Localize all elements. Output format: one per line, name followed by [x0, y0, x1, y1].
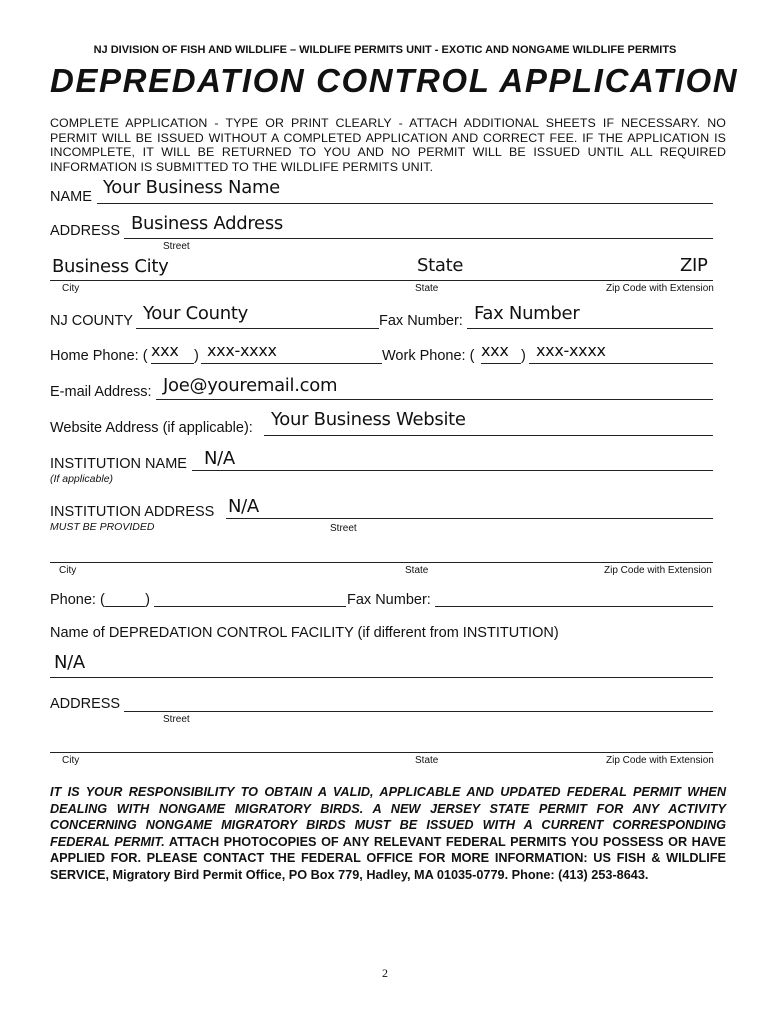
instructions-paragraph: COMPLETE APPLICATION - TYPE OR PRINT CLEARLY - ATTACH ADDITIONAL SHEETS IF NECESSARY. NO PERMIT WILL BE ISSUED WITHOUT A COMPLETED APPLICATION AND CORRECT FEE. IF THE APPLICATION IS INCOMPLETE, IT WILL BE RETURNED TO YOU AND NO PERMIT WILL BE ISSUED UNTIL ALL REQUIRED INFORMATION IS SUBMITTED TO THE WILDLIFE PERMITS UNIT.: [50, 116, 726, 174]
notice-plain-text: ATTACH PHOTOCOPIES OF ANY RELEVANT FEDERAL PERMITS YOU POSSESS OR HAVE APPLIED FOR. PLEASE CONTACT THE FEDERAL OFFICE FOR MORE INFORMATION: US FISH & WILDLIFE SERVICE, Migratory Bird Permit Office, PO Box 779, Hadley, MA 01035-0779. Phone: (413) 253-8643.: [50, 834, 726, 882]
federal-permit-notice: [50, 784, 726, 884]
website-label: Website Address (if applicable):: [50, 420, 253, 436]
email-field[interactable]: [156, 399, 713, 400]
institution-fax-label: Fax Number:: [347, 592, 431, 608]
institution-street-caption: Street: [330, 523, 357, 534]
website-value: Your Business Website: [271, 409, 466, 430]
email-label: E-mail Address:: [50, 384, 152, 400]
work-phone-value: xxx-xxxx: [536, 341, 606, 360]
city-caption: City: [62, 283, 80, 294]
website-field[interactable]: [264, 435, 713, 436]
work-close-paren: ): [521, 348, 526, 364]
notice-italic-text: IT IS YOUR RESPONSIBILITY TO OBTAIN A VALID, APPLICABLE AND UPDATED FEDERAL PERMIT WHEN DEALING WITH NONGAME MIGRATORY BIRDS. A NEW JERSEY STATE PERMIT FOR ANY ACTIVITY CONCERNING NONGAME MIGRATORY BIRDS MUST BE ISSUED WITH A CURRENT CORRESPONDING FEDERAL PERMIT.: [50, 785, 726, 849]
institution-name-value: N/A: [204, 448, 235, 469]
county-value: Your County: [143, 303, 248, 324]
home-phone-value: xxx-xxxx: [207, 341, 277, 360]
institution-city-caption: City: [59, 565, 77, 576]
facility-name-field[interactable]: [50, 677, 713, 678]
address-label: ADDRESS: [50, 223, 121, 239]
address-value: Business Address: [131, 213, 283, 234]
street-caption: Street: [163, 241, 190, 252]
institution-fax-field[interactable]: [435, 606, 713, 607]
home-area-code-value: xxx: [151, 341, 179, 360]
institution-phone-field[interactable]: [154, 606, 346, 607]
facility-name-value: N/A: [54, 652, 85, 673]
institution-zip-caption: Zip Code with Extension: [604, 565, 712, 576]
city-value: Business City: [52, 256, 169, 277]
name-value: Your Business Name: [103, 177, 280, 198]
home-phone-label: Home Phone: (: [50, 348, 148, 364]
address-field[interactable]: [124, 238, 713, 239]
facility-state-caption: State: [415, 755, 439, 766]
institution-phone-label: Phone: (_____): [50, 592, 150, 608]
must-be-provided-caption: MUST BE PROVIDED: [50, 521, 155, 533]
facility-address-label: ADDRESS: [50, 696, 121, 712]
zip-value: ZIP: [680, 255, 708, 276]
county-label: NJ COUNTY: [50, 313, 133, 329]
facility-city-state-zip-field[interactable]: [50, 752, 713, 753]
page-number: 2: [382, 966, 388, 980]
city-state-zip-field[interactable]: [50, 280, 713, 281]
institution-address-value: N/A: [228, 496, 259, 517]
institution-address-field[interactable]: [226, 518, 713, 519]
facility-name-label: Name of DEPREDATION CONTROL FACILITY (if different from INSTITUTION): [50, 625, 559, 641]
work-area-code-field[interactable]: [481, 363, 521, 364]
facility-zip-caption: Zip Code with Extension: [606, 755, 714, 766]
name-label: NAME: [50, 189, 92, 205]
institution-state-caption: State: [405, 565, 429, 576]
home-close-paren: ): [194, 348, 199, 364]
facility-street-caption: Street: [163, 714, 190, 725]
state-value: State: [417, 255, 464, 276]
email-value: Joe@youremail.com: [163, 375, 338, 396]
institution-address-label: INSTITUTION ADDRESS: [50, 504, 215, 520]
fax-label: Fax Number:: [379, 313, 463, 329]
home-area-code-field[interactable]: [151, 363, 194, 364]
page-title: DEPREDATION CONTROL APPLICATION: [50, 62, 739, 99]
institution-name-label: INSTITUTION NAME: [50, 456, 187, 472]
institution-city-state-zip-field[interactable]: [50, 562, 713, 563]
work-phone-field[interactable]: [529, 363, 713, 364]
county-field[interactable]: [136, 328, 379, 329]
agency-header: NJ DIVISION OF FISH AND WILDLIFE – WILDLIFE PERMITS UNIT - EXOTIC AND NONGAME WILDLIFE PERMITS: [93, 44, 677, 56]
zip-caption: Zip Code with Extension: [606, 283, 714, 294]
work-phone-label: Work Phone: (: [382, 348, 475, 364]
work-area-code-value: xxx: [481, 341, 509, 360]
fax-value: Fax Number: [474, 303, 580, 324]
state-caption: State: [415, 283, 439, 294]
institution-name-field[interactable]: [192, 470, 713, 471]
fax-field[interactable]: [467, 328, 713, 329]
home-phone-field[interactable]: [201, 363, 382, 364]
facility-city-caption: City: [62, 755, 80, 766]
if-applicable-caption: (If applicable): [50, 473, 114, 485]
facility-address-field[interactable]: [124, 711, 713, 712]
name-field[interactable]: [97, 203, 713, 204]
